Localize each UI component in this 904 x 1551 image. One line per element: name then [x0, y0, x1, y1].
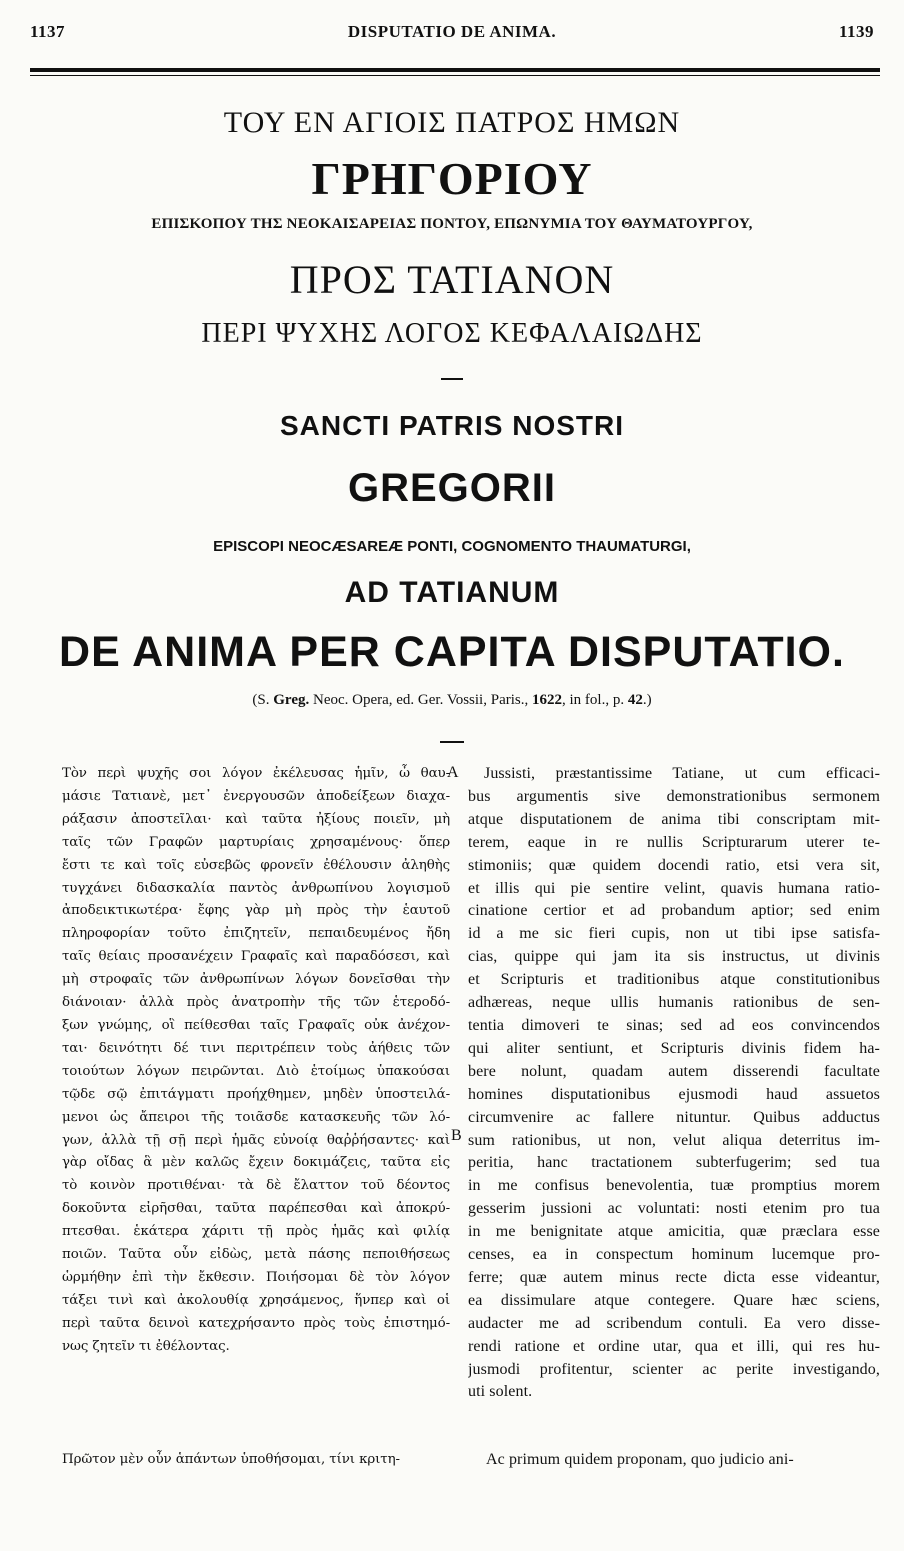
latin-text-line: bus argumentis sive demonstrationibus sermonem: [468, 787, 880, 805]
greek-text-line: ταῖς τῶν Γραφῶν μαρτυρίαις χρησαμένους· ὅπερ: [62, 834, 450, 850]
latin-title-line4: AD TATIANUM: [344, 576, 560, 609]
latin-next-paragraph: [486, 1449, 880, 1472]
latin-text-line: uti solent.: [468, 1383, 533, 1401]
greek-text-line: ράξασιν ἀποστεῖλαι· καὶ ταῦτα ἠξίους ποιεῖν, μὴ: [62, 811, 450, 827]
latin-text-line: circumvenire ac fallere nituntur. Quibus adductus: [468, 1108, 880, 1126]
latin-text-line: et illis qui pie sentire velint, quavis humana ratio-: [468, 879, 880, 897]
latin-text-line: sum rationibus, ut non, velut aliqua deterritus im-: [468, 1131, 880, 1149]
running-title: DISPUTATIO DE ANIMA.: [347, 22, 557, 41]
greek-text-line: ἔστι τε καὶ τοῖς εὐσεβῶς φρονεῖν ἐθέλουσιν ἀληθὴς: [62, 857, 450, 873]
greek-text-line: ταῖς θείαις προσανέχειν Γραφαῖς καὶ παραδόσεσι, καὶ: [62, 949, 450, 965]
greek-title-line4: ΠΡΟΣ ΤΑΤΙΑΝΟΝ: [289, 257, 615, 302]
greek-text-line: πτεσθαι. ἑκάτερα χάριτι τῇ πρὸς ἡμᾶς καὶ φιλίᾳ: [62, 1224, 450, 1240]
header-thick-rule: [30, 68, 880, 72]
latin-text-line: homines disputationibus ejusmodi haud assuetos: [468, 1085, 880, 1103]
greek-next-paragraph: [62, 1449, 450, 1472]
latin-text-line: terem, eaque in re nullis Scripturarum uterer te-: [468, 833, 880, 851]
latin-text-column: [468, 763, 880, 1404]
greek-text-line: περὶ ταῦτα δεινοὶ κατεχρήσαντο πρὸς τοὺς ἐπιστημό-: [62, 1315, 450, 1331]
greek-text-line: νως ζητεῖν τι ἐθέλοντας.: [62, 1338, 230, 1354]
latin-text-line: bere nolunt, quadam autem disserendi facultate: [468, 1062, 880, 1080]
greek-text-line: γων, ἀλλὰ τῇ σῇ περὶ ἡμᾶς εὐνοίᾳ θαῤῥήσαντες· καὶ: [62, 1132, 450, 1148]
greek-text-line: μενοι ὡς ἄπειροι τῆς τοιᾶσδε κατασκευῆς τῶν λό-: [62, 1109, 450, 1125]
marker-a: A: [447, 764, 459, 781]
body-separator: [440, 741, 464, 743]
latin-next-line: Ac primum quidem proponam, quo judicio ani-: [486, 1451, 794, 1468]
greek-title-line5: ΠΕΡΙ ΨΥΧΗΣ ΛΟΓΟΣ ΚΕΦΑΛΑΙΩΔΗΣ: [201, 318, 703, 349]
latin-title-line3: EPISCOPI NEOCÆSAREÆ PONTI, COGNOMENTO THAUMATURGI,: [213, 538, 691, 555]
latin-text-line: id a me sic fieri cupis, non ut tibi ipse satisfa-: [468, 925, 880, 943]
greek-text-line: γὰρ οἴδας ἃ μὲν καλῶς ἔχειν δοκιμάζεις, ταῦτα εἰς: [62, 1155, 450, 1171]
greek-text-line: πληροφορίαν τοῦτο ἐπιζητεῖν, πεπαιδευμένος ἤδη: [62, 926, 450, 942]
greek-text-line: δοκοῦντα εἰρῆσθαι, ταῦτα παρέπεσθαι καὶ ἀποκρύ-: [62, 1201, 450, 1217]
greek-title-line1: ΤΟΥ ΕΝ ΑΓΙΟΙΣ ΠΑΤΡΟΣ ΗΜΩΝ: [223, 106, 681, 139]
greek-author-name: ΓΡΗΓΟΡΙΟΥ: [311, 153, 593, 204]
greek-next-line: Πρῶτον μὲν οὖν ἁπάντων ὑποθήσομαι, τίνι κριτη-: [62, 1452, 400, 1467]
latin-author-name: GREGORII: [347, 466, 557, 510]
latin-text-line: tentia dimoveri te sinas; sed ad eos convincendos: [468, 1016, 880, 1034]
latin-text-line: cinatione certior et ad probandum aptior; sed enim: [468, 902, 880, 920]
greek-text-line: ξων γνώμης, οἳ πείθεσθαι ταῖς Γραφαῖς οὐκ ἀνέχον-: [62, 1017, 450, 1033]
latin-title-line5: DE ANIMA PER CAPITA DISPUTATIO.: [59, 628, 845, 676]
latin-text-line: in me benignitate atque amicitia, quæ præclara esse: [468, 1223, 880, 1241]
greek-text-line: τυγχάνει διδασκαλία παντὸς ἀνθρωπίνου λογισμοῦ: [62, 880, 450, 896]
latin-text-line: gesserim jussioni ac voluntati: nosti etenim pro tua: [468, 1200, 880, 1218]
latin-text-line: qui aliter sentiunt, et Scripturis divinis fidem ha-: [468, 1039, 880, 1057]
latin-text-line: peritia, hanc tractationem subterfugerim; sed tua: [468, 1154, 880, 1172]
latin-text-line: atque disputationem de anima tibi conscriptam mit-: [468, 810, 880, 828]
source-citation: (S. Greg. Neoc. Opera, ed. Ger. Vossii, Paris., 1622, in fol., p. 42.): [252, 692, 652, 708]
latin-text-line: Jussisti, præstantissime Tatiane, ut cum efficaci-: [484, 765, 880, 782]
greek-title-line3: ΕΠΙΣΚΟΠΟΥ ΤΗΣ ΝΕΟΚΑΙΣΑΡΕΙΑΣ ΠΟΝΤΟΥ, ΕΠΩΝΥΜΙΑ ΤΟΥ ΘΑΥΜΑΤΟΥΡΓΟΥ,: [151, 216, 753, 232]
latin-text-line: in me confisus benevolentia, tuæ promptius morem: [468, 1177, 880, 1195]
marker-b: B: [451, 1127, 462, 1144]
page-number-left: 1137: [30, 22, 66, 41]
greek-text-line: Τὸν περὶ ψυχῆς σοι λόγον ἐκέλευσας ἡμῖν, ὦ θαυ-: [62, 766, 450, 781]
latin-text-line: stimoniis; quæ quidem docendi ratio, etsi vera sit,: [468, 856, 880, 874]
greek-text-line: τὸ κοινὸν προτιθέναι· τὰ δὲ ἔλαττον τοῦ δέοντος: [62, 1178, 450, 1194]
latin-text-line: et Scripturis et traditionibus atque constitutionibus: [468, 971, 880, 989]
latin-text-line: ea dissimulare atque contegere. Quare hæc sciens,: [468, 1291, 880, 1309]
latin-text-line: ferre; quæ autem minus recte dicta esse videantur,: [468, 1268, 880, 1286]
latin-title-line1: SANCTI PATRIS NOSTRI: [279, 410, 625, 441]
latin-text-line: audacter me ad scribendum contuli. Ea vero disse-: [468, 1314, 880, 1332]
greek-text-line: ποιῶν. Ταῦτα οὖν εἰδὼς, μετὰ πάσης πεποιθήσεως: [62, 1247, 450, 1263]
greek-text-line: μὴ στροφαῖς τῶν ἀνθρωπίνων λόγων δονεῖσθαι τὴν: [62, 972, 450, 988]
greek-text-line: μάσιε Τατιανὲ, μετ᾽ ἐνεργουσῶν ἀποδείξεων διαχα-: [62, 788, 450, 804]
greek-text-line: τῷδε σῷ ἐπιτάγματι προήχθημεν, μηδὲν ὑποστειλά-: [62, 1086, 450, 1102]
greek-text-column: [62, 763, 450, 1359]
greek-text-line: τάξει τινὶ καὶ ἀκολουθίᾳ χρησάμενος, ἥνπερ καὶ οἱ: [62, 1292, 450, 1308]
greek-text-line: ται· δεινότητι δέ τινι περιτρέπειν τοὺς ἀήθεις τῶν: [62, 1040, 450, 1056]
header-thin-rule: [30, 75, 880, 76]
page-number-right: 1139: [838, 22, 874, 41]
latin-text-line: adhæreas, neque ullis humanis rationibus de sen-: [468, 994, 880, 1012]
latin-text-line: jusmodi profitentur, scienter ac perite investigando,: [468, 1360, 880, 1378]
greek-text-line: διάνοιαν· ἀλλὰ πρὸς ἀνατροπὴν τῆς τῶν ἑτεροδό-: [62, 995, 450, 1011]
title-separator: [441, 378, 463, 380]
greek-text-line: ὡρμήθην ἐπὶ τὴν ἔκθεσιν. Ποιήσομαι δὲ τὸν λόγον: [62, 1269, 450, 1285]
latin-text-line: cias, quippe qui jam ita sis instructus, ut divinis: [468, 948, 880, 966]
greek-text-line: ἀποδεικτικωτέρα· ἔφης γὰρ μὴ πρὸς τὴν ἑαυτοῦ: [62, 903, 450, 919]
latin-text-line: rendi ratione et ordine utar, qua et illi, qui res hu-: [468, 1337, 880, 1355]
greek-text-line: τοιούτων λόγων πειρῶνται. Διὸ ἑτοίμως ὑπακούσαι: [62, 1063, 450, 1079]
latin-text-line: censes, ea in conspectum hominum lucemque pro-: [468, 1246, 880, 1264]
